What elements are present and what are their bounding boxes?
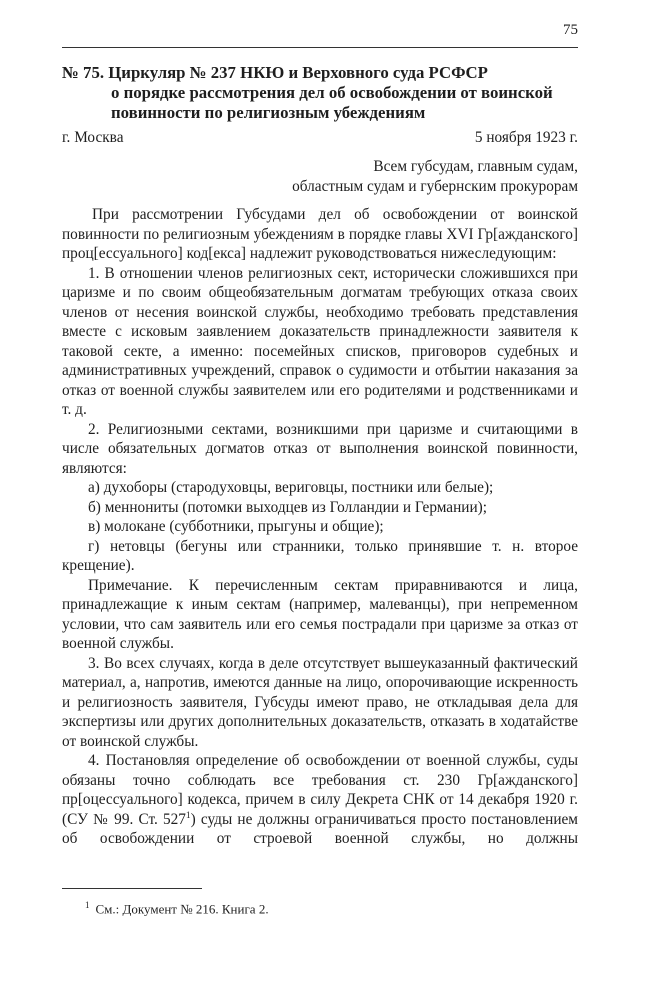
list-item-g: г) нетовцы (бегуны или странники, только принявшие т. н. второе крещение). [62,537,578,574]
list-item-a: а) духоборы (стародуховцы, вериговцы, постники или белые); [88,479,494,496]
title-line-3: повинности по религиозным убеждениям [111,103,426,122]
addressee-line-2: областным судам и губернским прокурорам [292,178,578,195]
document-body [62,205,578,849]
footnote-reference: 1 [185,810,191,821]
list-item-b: б) меннониты (потомки выходцев из Голландии и Германии); [88,498,488,516]
document-title [62,63,578,123]
header-rule [62,47,578,48]
title-line-2: о порядке рассмотрения дел об освобождении от воинской [111,83,553,102]
page-number: 75 [563,22,578,38]
footnote [85,900,269,917]
paragraph-4 [62,751,578,849]
addressee [292,157,578,197]
place: г. Москва [62,129,124,146]
footnote-text: См.: Документ № 216. Книга 2. [95,901,269,917]
footnote-rule [62,888,202,889]
addressee-line-1: Всем губсудам, главным судам, [373,158,578,175]
footnote-mark: 1 [85,900,90,910]
paragraph-4-text-start: 4. Постановляя определение об освобождении от военной службы, суды обязаны точно соблюдать все требования ст. 230 Гр[ажданского] пр[оцессуального] кодекса, причем в силу Декрета СНК от 14 декабря 1920 г. (СУ № 99. Ст. 527 [62,752,578,828]
list-item-v: в) молокане (субботники, прыгуны и общие); [88,518,384,535]
paragraph-4-text-end: ) суды не должны ограничиваться просто постановлением об освобождении от строевой военной службы, но должны [62,810,578,847]
paragraph-1: 1. В отношении членов религиозных сект, исторически сложившихся при царизме и по своим общеобязательным догматам требующих отказа своих членов от несения воинской службы, необходимо требовать представления вместе с исковым заявлением доказательств принадлежности заявителя к таковой секте, а именно: посемейных списков, приговоров судебных и административных учреждений, справок о судимости и отбытии наказания за отказ от военной службы заявителем или его родителями и родственниками и т. д. [62,264,578,418]
document-date: 5 ноября 1923 г. [474,129,578,146]
title-line-1: № 75. Циркуляр № 237 НКЮ и Верховного суда РСФСР [62,63,488,82]
paragraph-3: 3. Во всех случаях, когда в деле отсутствует вышеуказанный фактический материал, а, напротив, имеются данные на лицо, опорочивающие искренность и религиозность заявителя, Губсуды имеют право, не откладывая дела для экспертизы или других дополнительных доказательств, отказать в ходатайстве от воинской службы. [62,654,578,750]
note-paragraph: Примечание. К перечисленным сектам приравниваются и лица, принадлежащие к иным сектам (например, малеванцы), при непременном условии, что сам заявитель или его семья пострадали при царизме за отказ от военной службы. [62,576,578,652]
intro-paragraph: При рассмотрении Губсудами дел об освобождении от воинской повинности по религиозным убеждениям в порядке главы XVI Гр[ажданского] проц[ессуального] код[екса] надлежит руководствоваться нижеследующим: [62,206,578,262]
paragraph-2: 2. Религиозными сектами, возникшими при царизме и считающими в числе обязательных догматов отказ от выполнения воинской повинности, являются: [62,420,578,477]
